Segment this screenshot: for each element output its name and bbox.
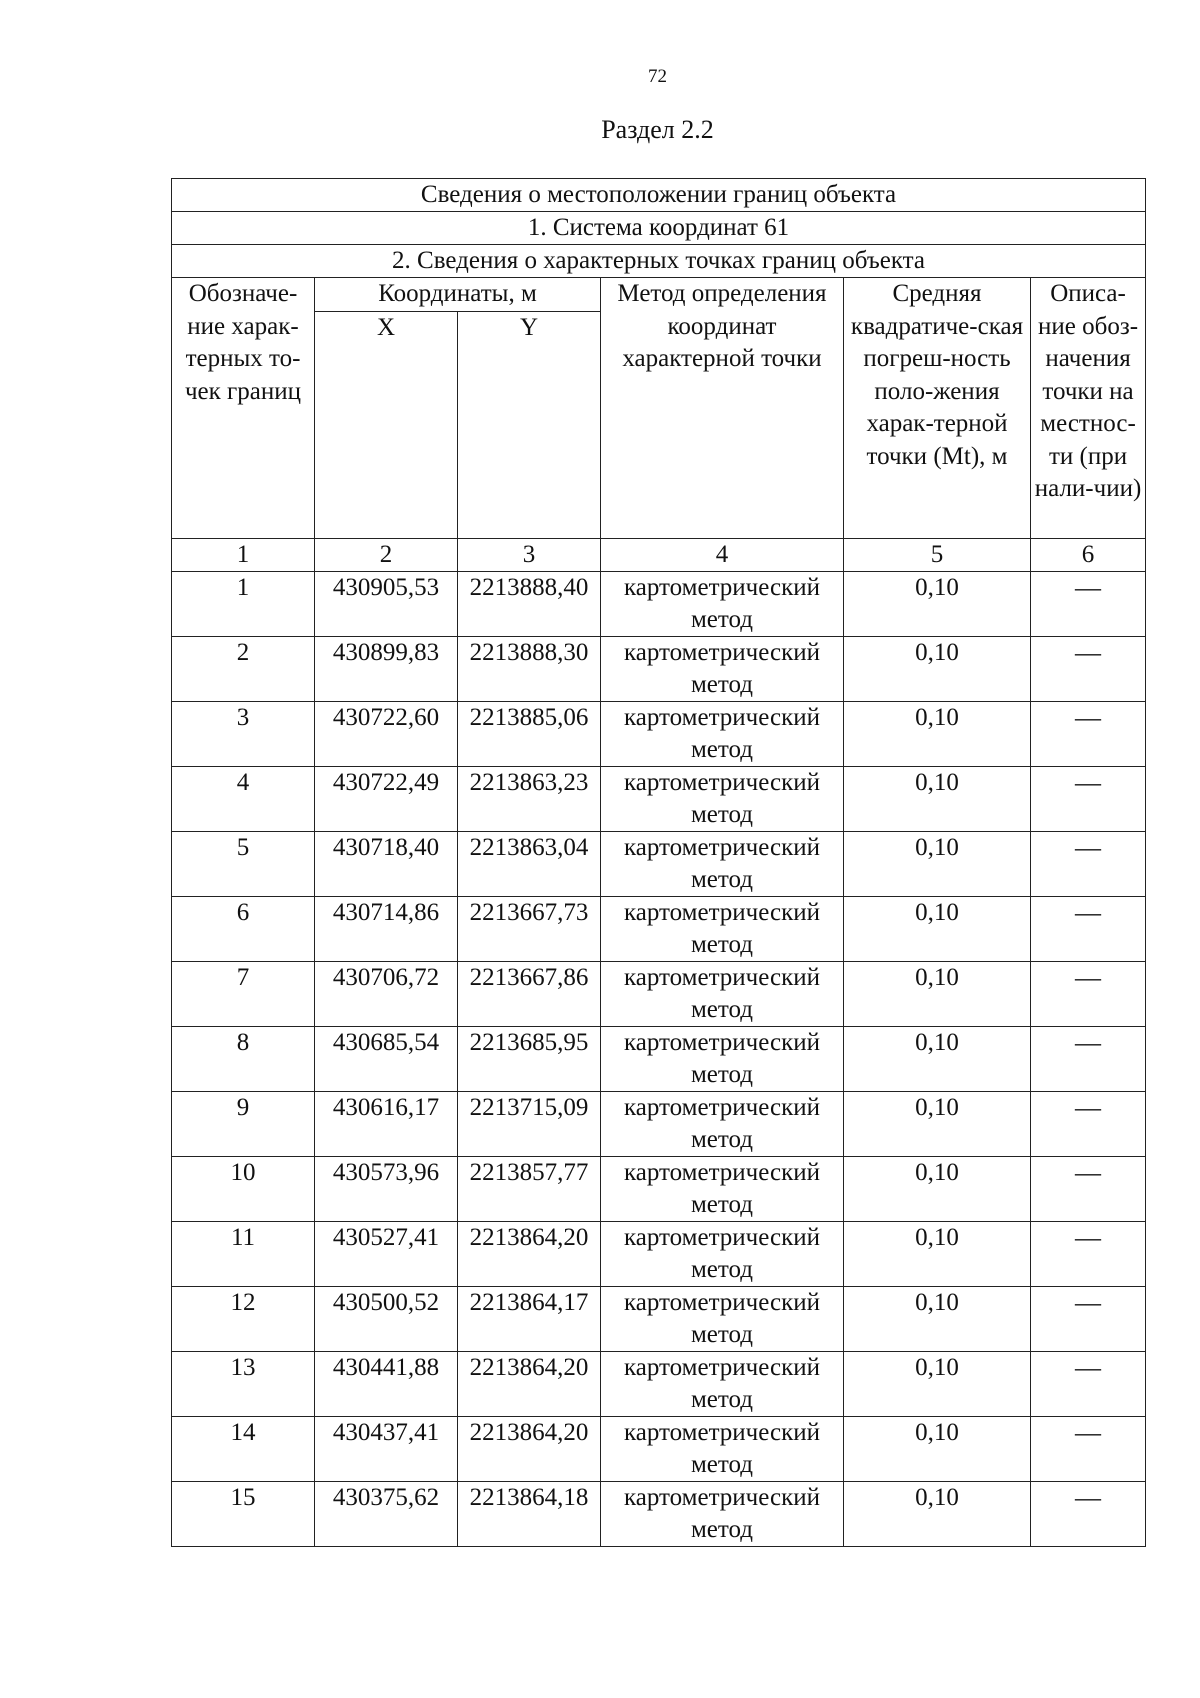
method-cell: картометрический метод [601,831,844,896]
table-row [172,1026,1146,1091]
point-number-cell: 13 [172,1351,315,1416]
x-coordinate-cell: 430706,72 [315,961,458,1026]
y-coordinate-cell: 2213667,86 [458,961,601,1026]
table-row [172,1156,1146,1221]
description-cell: — [1031,1091,1146,1156]
header-designation: Обозначе-ние харак-терных то-чек границ [172,278,315,539]
method-cell: картометрический метод [601,636,844,701]
table-row [172,1286,1146,1351]
x-coordinate-cell: 430437,41 [315,1416,458,1481]
description-cell: — [1031,1221,1146,1286]
method-cell: картометрический метод [601,1221,844,1286]
point-number-cell: 12 [172,1286,315,1351]
x-coordinate-cell: 430375,62 [315,1481,458,1546]
description-cell: — [1031,831,1146,896]
method-cell: картометрический метод [601,896,844,961]
method-cell: картометрический метод [601,1156,844,1221]
points-section-header: 2. Сведения о характерных точках границ объекта [172,245,1146,278]
column-number: 1 [172,538,315,571]
header-description: Описа-ние обоз-начения точки на местнос-ти (при нали-чии) [1031,278,1146,539]
y-coordinate-cell: 2213864,20 [458,1221,601,1286]
method-cell: картометрический метод [601,1286,844,1351]
y-coordinate-cell: 2213857,77 [458,1156,601,1221]
column-number: 3 [458,538,601,571]
column-number: 2 [315,538,458,571]
table-row [172,571,1146,636]
table-row [172,896,1146,961]
x-coordinate-cell: 430573,96 [315,1156,458,1221]
table-row [172,1221,1146,1286]
header-error: Средняя квадратиче-ская погреш-ность поло-жения харак-терной точки (Mt), м [844,278,1031,539]
table-row [172,1481,1146,1546]
table-row [172,961,1146,1026]
column-numbers-row [172,538,1146,571]
header-coordinates: Координаты, м [315,278,601,312]
point-number-cell: 2 [172,636,315,701]
point-number-cell: 6 [172,896,315,961]
mean-error-cell: 0,10 [844,636,1031,701]
point-number-cell: 15 [172,1481,315,1546]
y-coordinate-cell: 2213715,09 [458,1091,601,1156]
table-row [172,701,1146,766]
header-method: Метод определения координат характерной точки [601,278,844,539]
header-x: X [315,311,458,538]
method-cell: картометрический метод [601,701,844,766]
x-coordinate-cell: 430899,83 [315,636,458,701]
mean-error-cell: 0,10 [844,1481,1031,1546]
point-number-cell: 8 [172,1026,315,1091]
method-cell: картометрический метод [601,766,844,831]
description-cell: — [1031,636,1146,701]
point-number-cell: 10 [172,1156,315,1221]
column-number: 6 [1031,538,1146,571]
x-coordinate-cell: 430441,88 [315,1351,458,1416]
point-number-cell: 5 [172,831,315,896]
table-title: Сведения о местоположении границ объекта [172,179,1146,212]
y-coordinate-cell: 2213667,73 [458,896,601,961]
description-cell: — [1031,1351,1146,1416]
y-coordinate-cell: 2213864,18 [458,1481,601,1546]
description-cell: — [1031,1416,1146,1481]
description-cell: — [1031,961,1146,1026]
description-cell: — [1031,571,1146,636]
description-cell: — [1031,896,1146,961]
mean-error-cell: 0,10 [844,1286,1031,1351]
y-coordinate-cell: 2213863,04 [458,831,601,896]
mean-error-cell: 0,10 [844,1351,1031,1416]
mean-error-cell: 0,10 [844,1091,1031,1156]
table-row [172,831,1146,896]
point-number-cell: 3 [172,701,315,766]
description-cell: — [1031,1481,1146,1546]
y-coordinate-cell: 2213685,95 [458,1026,601,1091]
x-coordinate-cell: 430722,49 [315,766,458,831]
description-cell: — [1031,766,1146,831]
table-row [172,636,1146,701]
point-number-cell: 11 [172,1221,315,1286]
description-cell: — [1031,701,1146,766]
method-cell: картометрический метод [601,571,844,636]
mean-error-cell: 0,10 [844,701,1031,766]
x-coordinate-cell: 430718,40 [315,831,458,896]
method-cell: картометрический метод [601,1026,844,1091]
table-row [172,1416,1146,1481]
column-number: 4 [601,538,844,571]
method-cell: картометрический метод [601,1091,844,1156]
y-coordinate-cell: 2213885,06 [458,701,601,766]
y-coordinate-cell: 2213864,20 [458,1416,601,1481]
column-number: 5 [844,538,1031,571]
point-number-cell: 1 [172,571,315,636]
header-y: Y [458,311,601,538]
point-number-cell: 4 [172,766,315,831]
method-cell: картометрический метод [601,961,844,1026]
mean-error-cell: 0,10 [844,1156,1031,1221]
y-coordinate-cell: 2213888,40 [458,571,601,636]
mean-error-cell: 0,10 [844,961,1031,1026]
x-coordinate-cell: 430500,52 [315,1286,458,1351]
description-cell: — [1031,1286,1146,1351]
y-coordinate-cell: 2213863,23 [458,766,601,831]
x-coordinate-cell: 430616,17 [315,1091,458,1156]
point-number-cell: 14 [172,1416,315,1481]
coordinate-system: 1. Система координат 61 [172,212,1146,245]
section-title: Раздел 2.2 [601,115,714,144]
y-coordinate-cell: 2213864,20 [458,1351,601,1416]
method-cell: картометрический метод [601,1481,844,1546]
mean-error-cell: 0,10 [844,1026,1031,1091]
boundary-points-table [171,178,1146,1547]
point-number-cell: 9 [172,1091,315,1156]
mean-error-cell: 0,10 [844,896,1031,961]
table-row [172,1091,1146,1156]
mean-error-cell: 0,10 [844,766,1031,831]
mean-error-cell: 0,10 [844,571,1031,636]
mean-error-cell: 0,10 [844,831,1031,896]
method-cell: картометрический метод [601,1351,844,1416]
x-coordinate-cell: 430905,53 [315,571,458,636]
y-coordinate-cell: 2213888,30 [458,636,601,701]
x-coordinate-cell: 430714,86 [315,896,458,961]
table-row [172,766,1146,831]
method-cell: картометрический метод [601,1416,844,1481]
page-number: 72 [648,66,667,87]
table-row [172,1351,1146,1416]
y-coordinate-cell: 2213864,17 [458,1286,601,1351]
point-number-cell: 7 [172,961,315,1026]
x-coordinate-cell: 430685,54 [315,1026,458,1091]
mean-error-cell: 0,10 [844,1416,1031,1481]
x-coordinate-cell: 430722,60 [315,701,458,766]
description-cell: — [1031,1026,1146,1091]
mean-error-cell: 0,10 [844,1221,1031,1286]
description-cell: — [1031,1156,1146,1221]
x-coordinate-cell: 430527,41 [315,1221,458,1286]
